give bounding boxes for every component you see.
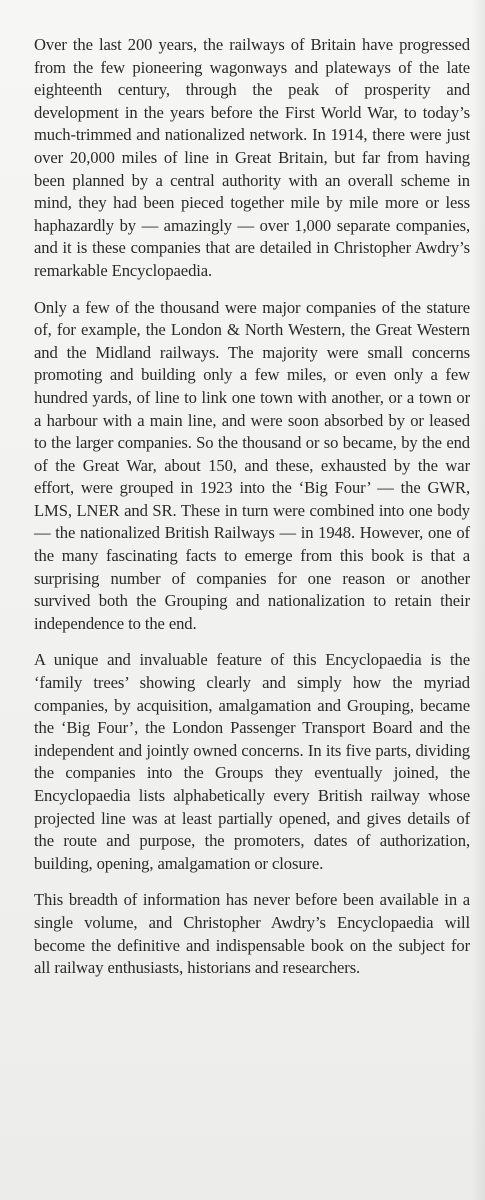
paragraph-3: A unique and invaluable feature of this Encyclopaedia is the ‘family trees’ showing clearly and simply how the myriad companies, by acquisition, amalgamation and Grouping, became the ‘Big Four’, the London Passenger Transport Board and the independent and jointly owned concerns. In its five parts, dividing the companies into the Groups they eventually joined, the Encyclopaedia lists alphabetically every British railway whose projected line was at least partially opened, and gives details of the route and purpose, the promoters, dates of authorization, building, opening, amalgamation or closure. <box>34 650 470 873</box>
paragraph-1: Over the last 200 years, the railways of Britain have progressed from the few pioneering wagonways and plateways of the late eighteenth century, through the peak of prosperity and development in the years before the First World War, to today’s much-trimmed and nationalized network. In 1914, there were just over 20,000 miles of line in Great Britain, but far from having been planned by a central authority with an overall scheme in mind, they had been pieced together mile by mile more or less haphazardly by — amazingly — over 1,000 separate companies, and it is these companies that are detailed in Christopher Awdry’s remarkable Encyclopaedia. <box>34 35 470 280</box>
paragraph-4: This breadth of information has never before been available in a single volume, and Christopher Awdry’s Encyclopaedia will become the definitive and indispensable book on the subject for all railway enthusiasts, historians and researchers. <box>34 890 470 978</box>
paragraph-2: Only a few of the thousand were major companies of the stature of, for example, the London & North Western, the Great Western and the Midland railways. The majority were small concerns promoting and building only a few miles, or even only a few hundred yards, of line to link one town with another, or a town or a harbour with a main line, and were soon absorbed by or leased to the larger companies. So the thousand or so became, by the end of the Great War, about 150, and these, exhausted by the war effort, were grouped in 1923 into the ‘Big Four’ — the GWR, LMS, LNER and SR. These in turn were combined into one body — the nationalized British Railways — in 1948. However, one of the many fascinating facts to emerge from this book is that a surprising number of companies for one reason or another survived both the Grouping and nationalization to retain their independence to the end. <box>34 297 470 633</box>
page-edge-shadow <box>471 0 485 1200</box>
blurb-text <box>34 34 470 994</box>
